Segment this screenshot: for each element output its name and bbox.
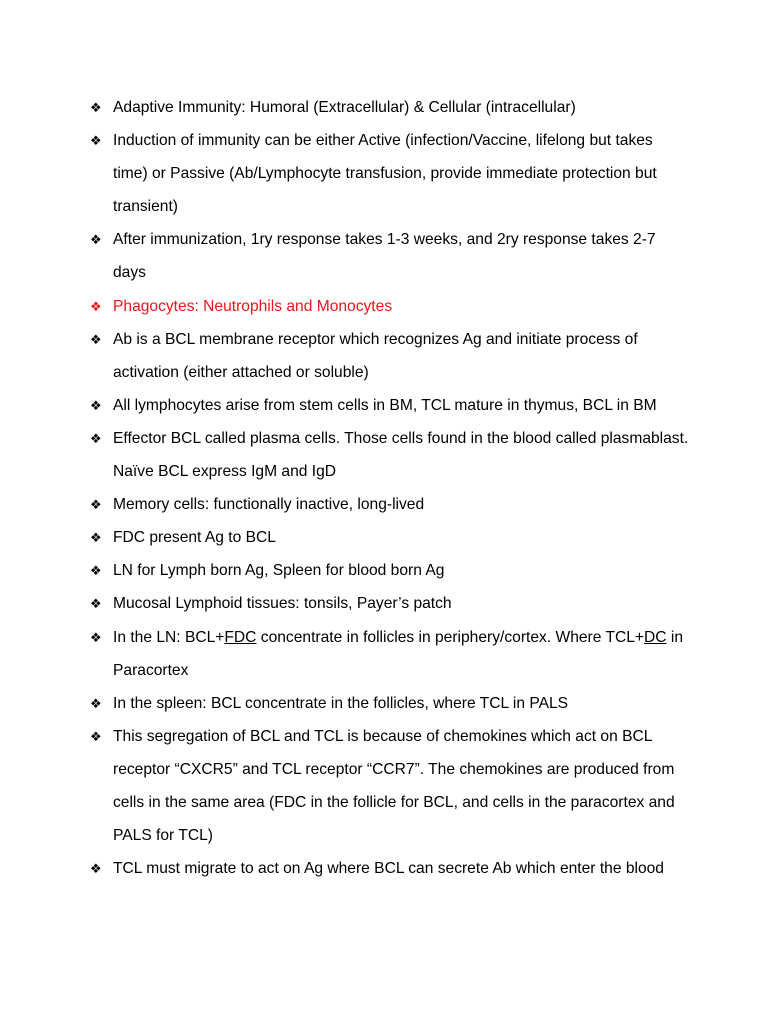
bullet-text: Adaptive Immunity: Humoral (Extracellular) & Cellular (intracellular) <box>113 99 576 116</box>
bullet-text-part: in Paracortex <box>113 628 684 679</box>
list-item <box>90 554 690 587</box>
diamond-bullet-icon: ❖ <box>90 596 102 612</box>
list-item <box>90 687 690 720</box>
list-item-highlighted <box>90 290 690 323</box>
list-item <box>90 488 690 521</box>
bullet-text: In the spleen: BCL concentrate in the follicles, where TCL in PALS <box>113 694 569 712</box>
list-item <box>90 720 690 852</box>
diamond-bullet-icon: ❖ <box>90 397 102 413</box>
list-item <box>90 521 690 554</box>
list-item <box>90 91 690 124</box>
bullet-text-part: In the LN: BCL+ <box>113 628 225 646</box>
bullet-text: Memory cells: functionally inactive, long-lived <box>113 496 425 514</box>
list-item <box>90 587 690 620</box>
diamond-bullet-icon: ❖ <box>90 133 102 149</box>
bullet-text: This segregation of BCL and TCL is because of chemokines which act on BCL receptor “CXCR5” and TCL receptor “CCR7”. The chemokines are produced from cells in the same area (FDC in the follicle for BCL, and cells in the paracortex and PALS for TCL) <box>113 727 675 845</box>
bullet-text: FDC present Ag to BCL <box>113 529 276 547</box>
list-item <box>90 852 690 885</box>
list-item <box>90 323 690 389</box>
list-item <box>90 124 690 223</box>
list-item <box>90 223 690 289</box>
bullet-text: TCL must migrate to act on Ag where BCL can secrete Ab which enter the blood <box>113 860 664 878</box>
bullet-text: Phagocytes: Neutrophils and Monocytes <box>113 297 393 315</box>
bullet-text: LN for Lymph born Ag, Spleen for blood born Ag <box>113 562 445 580</box>
underlined-term-fdc: FDC <box>224 628 257 646</box>
diamond-bullet-icon: ❖ <box>90 497 102 513</box>
bullet-text: After immunization, 1ry response takes 1-3 weeks, and 2ry response takes 2-7 days <box>113 231 656 282</box>
diamond-bullet-icon: ❖ <box>90 100 102 115</box>
diamond-bullet-icon: ❖ <box>90 232 102 248</box>
diamond-bullet-icon: ❖ <box>90 298 102 314</box>
diamond-bullet-icon: ❖ <box>90 629 102 645</box>
diamond-bullet-icon: ❖ <box>90 563 102 579</box>
bullet-list <box>90 91 690 885</box>
bullet-text: Effector BCL called plasma cells. Those cells found in the blood called plasmablast. Naïve BCL express IgM and IgD <box>113 429 689 481</box>
diamond-bullet-icon: ❖ <box>90 530 102 546</box>
bullet-text: All lymphocytes arise from stem cells in BM, TCL mature in thymus, BCL in BM <box>113 396 657 414</box>
bullet-text: Mucosal Lymphoid tissues: tonsils, Payer’s patch <box>113 595 452 613</box>
list-item <box>90 389 690 422</box>
diamond-bullet-icon: ❖ <box>90 695 102 711</box>
list-item <box>90 621 690 687</box>
bullet-text <box>113 629 683 679</box>
bullet-text: Induction of immunity can be either Active (infection/Vaccine, lifelong but takes time) or Passive (Ab/Lymphocyte transfusion, provide immediate protection but transient) <box>113 132 657 216</box>
diamond-bullet-icon: ❖ <box>90 728 102 744</box>
diamond-bullet-icon: ❖ <box>90 331 102 347</box>
diamond-bullet-icon: ❖ <box>90 430 102 446</box>
diamond-bullet-icon: ❖ <box>90 861 102 877</box>
bullet-text-part: concentrate in follicles in periphery/cortex. Where TCL+ <box>256 628 645 646</box>
bullet-text: Ab is a BCL membrane receptor which recognizes Ag and initiate process of activation (either attached or soluble) <box>113 330 638 381</box>
list-item <box>90 422 690 488</box>
underlined-term-dc: DC <box>644 628 667 646</box>
